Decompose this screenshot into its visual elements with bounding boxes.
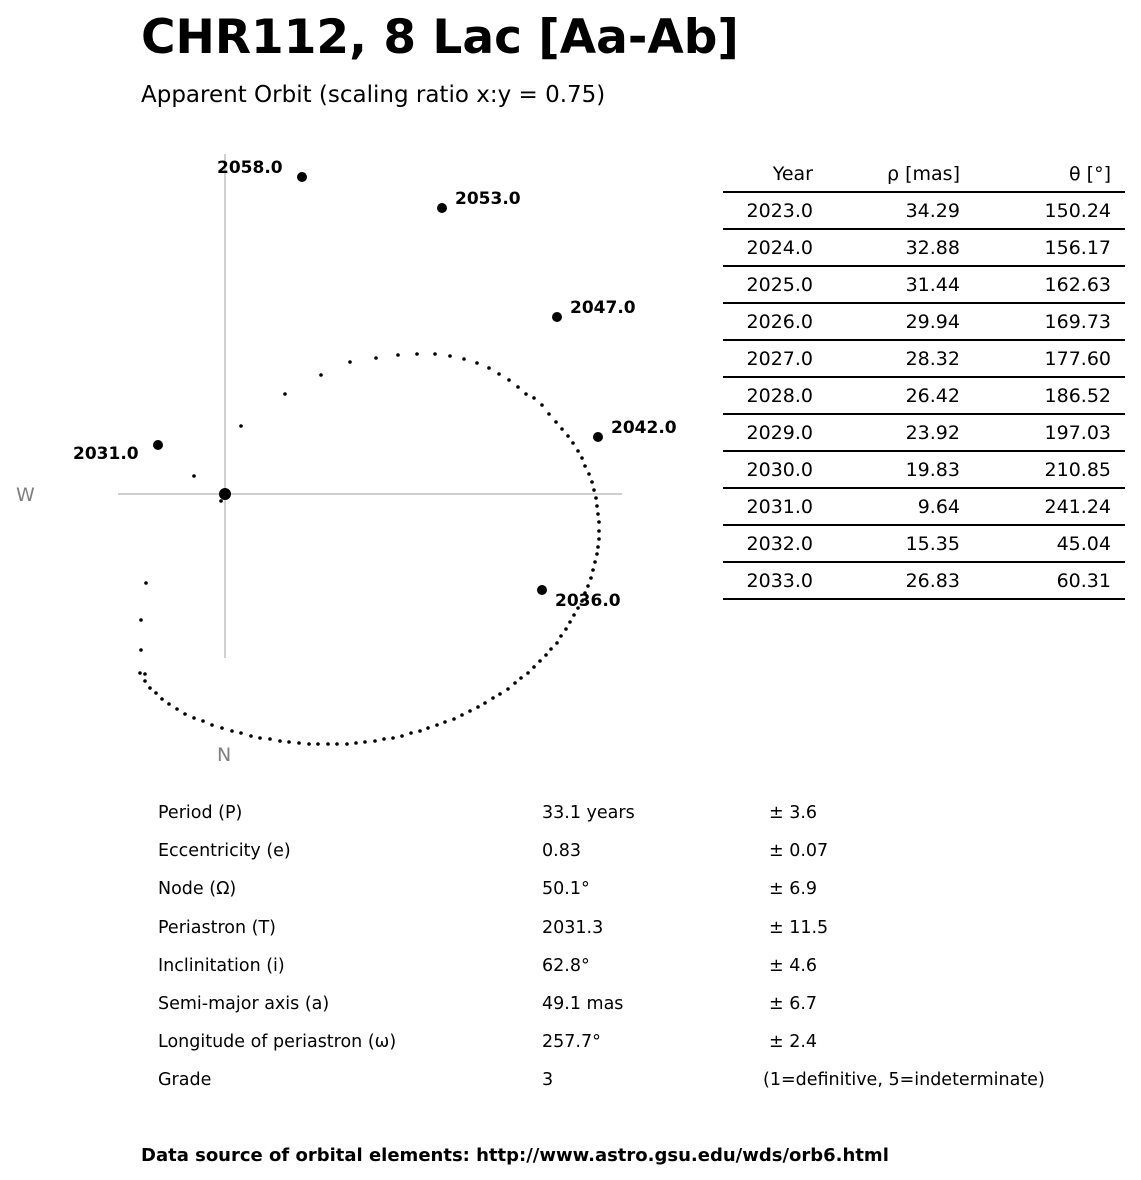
orbit-point <box>476 705 480 709</box>
orbit-point <box>433 352 437 356</box>
table-row <box>723 377 1125 414</box>
orbit-point <box>491 696 495 700</box>
orbit-point <box>409 731 413 735</box>
epoch-label: 2042.0 <box>611 418 677 438</box>
orbit-point <box>335 742 339 746</box>
orbit-point <box>596 512 600 516</box>
year-cell: 2030.0 <box>723 451 813 488</box>
epoch-marker <box>153 440 163 450</box>
element-name: Longitude of periastron (ω) <box>158 1032 397 1053</box>
element-error: ± 6.9 <box>769 879 818 900</box>
element-value: 257.7° <box>542 1032 601 1053</box>
orbit-point <box>418 729 422 733</box>
plot-axes <box>118 154 622 658</box>
epoch-marker <box>552 312 562 322</box>
element-value: 2031.3 <box>542 917 604 938</box>
chart-subtitle: Apparent Orbit (scaling ratio x:y = 0.75) <box>141 82 606 108</box>
orbit-point <box>559 634 563 638</box>
orbit-point <box>483 701 487 705</box>
orbit-point <box>594 496 598 500</box>
table-row <box>723 303 1125 340</box>
orbit-point <box>160 697 164 701</box>
orbit-point <box>526 671 530 675</box>
element-value: 62.8° <box>542 955 590 976</box>
element-value: 33.1 years <box>542 803 635 823</box>
orbit-point <box>549 647 553 651</box>
element-name: Node (Ω) <box>158 879 237 900</box>
orbit-point <box>554 420 558 424</box>
orbit-point <box>519 676 523 680</box>
orbit-point <box>278 739 282 743</box>
element-name: Semi-major axis (a) <box>158 993 330 1014</box>
rho-cell: 26.83 <box>813 562 960 599</box>
orbit-point <box>589 576 593 580</box>
theta-cell: 197.03 <box>960 414 1125 451</box>
orbit-point <box>571 441 575 445</box>
labeled-epochs <box>73 158 677 611</box>
orbit-point <box>544 653 548 657</box>
orbit-point <box>475 361 479 365</box>
theta-cell: 210.85 <box>960 451 1125 488</box>
orbit-point <box>592 488 596 492</box>
orbit-point <box>555 641 559 645</box>
orbit-point <box>143 672 147 676</box>
data-source-note: Data source of orbital elements: http://www.astro.gsu.edu/wds/orb6.html <box>141 1145 889 1166</box>
table-row <box>723 266 1125 303</box>
orbit-point <box>591 568 595 572</box>
orbit-point <box>148 686 152 690</box>
epoch-marker <box>593 432 603 442</box>
orbit-point <box>348 360 352 364</box>
orbit-point <box>219 499 223 503</box>
orbit-point <box>516 385 520 389</box>
element-value: 3 <box>542 1070 554 1091</box>
element-error: ± 11.5 <box>769 917 829 938</box>
primary-star <box>219 488 231 500</box>
year-cell: 2024.0 <box>723 229 813 266</box>
orbit-point <box>576 449 580 453</box>
theta-cell: 169.73 <box>960 303 1125 340</box>
orbit-point <box>593 560 597 564</box>
table-row <box>723 488 1125 525</box>
table-row <box>723 229 1125 266</box>
element-error: ± 0.07 <box>769 841 829 862</box>
orbit-point <box>363 740 367 744</box>
orbit-point <box>566 434 570 438</box>
epoch-marker <box>297 172 307 182</box>
year-cell: 2027.0 <box>723 340 813 377</box>
rho-cell: 9.64 <box>813 488 960 525</box>
orbit-point <box>597 537 601 541</box>
orbit-point <box>139 648 143 652</box>
year-cell: 2031.0 <box>723 488 813 525</box>
rho-cell: 19.83 <box>813 451 960 488</box>
orbit-point <box>192 716 196 720</box>
orbit-point <box>587 472 591 476</box>
theta-cell: 186.52 <box>960 377 1125 414</box>
epoch-marker <box>537 585 547 595</box>
orbit-point <box>547 412 551 416</box>
element-name: Eccentricity (e) <box>158 841 291 862</box>
element-value: 49.1 mas <box>542 993 624 1014</box>
orbit-point <box>139 618 143 622</box>
element-error: (1=definitive, 5=indeterminate) <box>763 1070 1045 1091</box>
table-row <box>723 451 1125 488</box>
orbit-point <box>220 726 224 730</box>
orbit-point <box>167 702 171 706</box>
theta-cell: 162.63 <box>960 266 1125 303</box>
element-name: Period (P) <box>158 803 243 823</box>
orbit-point <box>201 719 205 723</box>
year-cell: 2028.0 <box>723 377 813 414</box>
rho-cell: 29.94 <box>813 303 960 340</box>
orbit-point <box>586 584 590 588</box>
orbit-point <box>239 424 243 428</box>
element-error: ± 2.4 <box>769 1032 818 1053</box>
orbit-point <box>391 736 395 740</box>
orbit-point <box>497 372 501 376</box>
orbit-point <box>426 726 430 730</box>
element-name: Grade <box>158 1070 212 1091</box>
element-error: ± 6.7 <box>769 993 818 1014</box>
orbit-point <box>258 736 262 740</box>
theta-cell: 60.31 <box>960 562 1125 599</box>
epoch-label: 2036.0 <box>555 591 621 611</box>
page-title: CHR112, 8 Lac [Aa-Ab] <box>141 10 739 65</box>
orbit-point <box>583 464 587 468</box>
theta-cell: 150.24 <box>960 192 1125 229</box>
orbit-point <box>498 692 502 696</box>
orbit-point <box>316 742 320 746</box>
orbit-point <box>532 665 536 669</box>
theta-cell: 177.60 <box>960 340 1125 377</box>
epoch-label: 2047.0 <box>570 298 636 318</box>
rho-cell: 31.44 <box>813 266 960 303</box>
theta-cell: 45.04 <box>960 525 1125 562</box>
orbit-point <box>560 427 564 431</box>
orbit-point <box>568 620 572 624</box>
orbit-point <box>307 742 311 746</box>
orbit-point <box>532 396 536 400</box>
rho-cell: 23.92 <box>813 414 960 451</box>
element-name: Inclinitation (i) <box>158 955 285 976</box>
rho-cell: 28.32 <box>813 340 960 377</box>
orbit-point <box>435 723 439 727</box>
rho-header: ρ [mas] <box>813 157 960 192</box>
orbit-point <box>590 480 594 484</box>
orbit-point <box>538 659 542 663</box>
orbit-plot <box>0 140 700 780</box>
orbit-point <box>175 707 179 711</box>
rho-cell: 34.29 <box>813 192 960 229</box>
orbit-points <box>138 352 601 746</box>
year-cell: 2025.0 <box>723 266 813 303</box>
orbit-point <box>400 734 404 738</box>
epoch-label: 2053.0 <box>455 189 521 209</box>
orbit-point <box>572 613 576 617</box>
orbit-point <box>564 627 568 631</box>
year-cell: 2023.0 <box>723 192 813 229</box>
orbit-point <box>138 671 142 675</box>
theta-cell: 156.17 <box>960 229 1125 266</box>
orbit-point <box>210 723 214 727</box>
element-name: Periastron (T) <box>158 917 276 938</box>
orbit-point <box>374 356 378 360</box>
orbit-point <box>443 720 447 724</box>
orbit-point <box>144 581 148 585</box>
north-label: N <box>217 744 232 766</box>
rho-cell: 15.35 <box>813 525 960 562</box>
table-row <box>723 340 1125 377</box>
orbit-point <box>448 354 452 358</box>
year-header: Year <box>723 157 813 192</box>
rho-cell: 26.42 <box>813 377 960 414</box>
table-row <box>723 192 1125 229</box>
orbit-point <box>596 545 600 549</box>
orbit-point <box>597 520 601 524</box>
table-row <box>723 525 1125 562</box>
rho-cell: 32.88 <box>813 229 960 266</box>
orbit-point <box>580 456 584 460</box>
orbit-point <box>382 737 386 741</box>
orbit-point <box>415 352 419 356</box>
year-cell: 2033.0 <box>723 562 813 599</box>
year-cell: 2026.0 <box>723 303 813 340</box>
orbit-point <box>462 357 466 361</box>
orbit-point <box>513 681 517 685</box>
orbit-point <box>595 504 599 508</box>
epoch-label: 2031.0 <box>73 444 139 464</box>
orbit-point <box>452 717 456 721</box>
orbit-point <box>143 679 147 683</box>
orbit-point <box>239 731 243 735</box>
orbit-point <box>506 687 510 691</box>
table-row <box>723 414 1125 451</box>
orbit-point <box>373 739 377 743</box>
orbit-point <box>297 741 301 745</box>
theta-cell: 241.24 <box>960 488 1125 525</box>
epoch-label: 2058.0 <box>217 158 283 178</box>
orbit-point <box>468 709 472 713</box>
table-row <box>723 562 1125 599</box>
orbit-point <box>230 729 234 733</box>
orbit-point <box>268 737 272 741</box>
orbit-point <box>396 353 400 357</box>
ephemeris-header-row <box>723 157 1125 192</box>
element-error: ± 4.6 <box>769 955 818 976</box>
year-cell: 2032.0 <box>723 525 813 562</box>
orbit-point <box>154 691 158 695</box>
orbit-point <box>319 373 323 377</box>
orbit-point <box>283 392 287 396</box>
orbit-point <box>524 392 528 396</box>
year-cell: 2029.0 <box>723 414 813 451</box>
orbit-point <box>540 403 544 407</box>
orbit-point <box>487 366 491 370</box>
orbit-point <box>595 552 599 556</box>
orbit-point <box>345 742 349 746</box>
orbit-point <box>326 742 330 746</box>
ephemeris-table <box>723 157 1125 600</box>
orbit-point <box>192 474 196 478</box>
orbit-point <box>460 713 464 717</box>
orbit-point <box>354 741 358 745</box>
orbit-point <box>183 712 187 716</box>
epoch-marker <box>437 203 447 213</box>
element-value: 50.1° <box>542 879 590 900</box>
theta-header: θ [°] <box>960 157 1125 192</box>
orbit-point <box>507 378 511 382</box>
west-label: W <box>16 484 35 506</box>
orbit-point <box>287 740 291 744</box>
element-error: ± 3.6 <box>769 803 818 823</box>
element-value: 0.83 <box>542 841 581 862</box>
orbit-point <box>597 529 601 533</box>
orbit-point <box>249 734 253 738</box>
